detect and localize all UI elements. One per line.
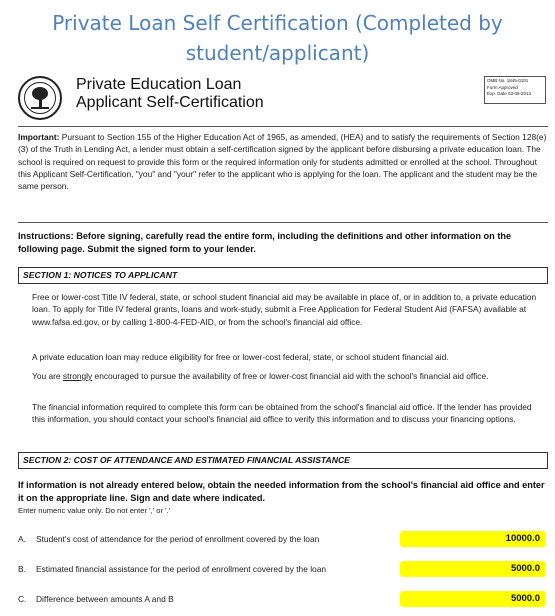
form-title-line2: Applicant Self-Certification bbox=[76, 94, 264, 111]
important-divider bbox=[18, 222, 548, 223]
form-title bbox=[76, 76, 376, 112]
row-label: Estimated financial assistance for the period of enrollment covered by the loan bbox=[36, 564, 327, 574]
numeric-entry-note: Enter numeric value only. Do not enter ',' or '.' bbox=[18, 506, 171, 515]
slide-title: Private Loan Self Certification (Completed by student/applicant) bbox=[52, 11, 503, 65]
row-label: Student's cost of attendance for the period of enrollment covered by the loan bbox=[36, 534, 320, 544]
omb-expiration: Exp. Date 03-08-2013 bbox=[487, 91, 532, 96]
row-letter: B. bbox=[18, 564, 26, 574]
instructions: Instructions: Before signing, carefully read the entire form, including the definitions and other information on the following page. Submit the signed form to your lender. bbox=[18, 231, 512, 254]
important-text: Pursuant to Section 155 of the Higher Education Act of 1965, as amended, (HEA) and to satisfy the requirements of Section 128(e)(3) of the Truth in Lending Act, a lender must obtain a self-certification signed by the applicant before disbursing a private education loan. The school is required on request to provide this form or the required information only for students admitted or enrolled at the school. Throughout this Applicant Self-Certification, "you" and "your" refer to the applicant who is applying for the loan. The applicant and the student may be the same person. bbox=[18, 132, 547, 192]
section2-instruction: If information is not already entered below, obtain the needed information from the school's financial aid office and enter it on the appropriate line. Sign and date where indicated. bbox=[18, 480, 545, 503]
notice-paragraph-4: The financial information required to complete this form can be obtained from the school's financial aid office. If the lender has provided this information, you should contact your school's financial aid office to verify this information and to discuss your financing options. bbox=[32, 402, 532, 425]
section1-header: SECTION 1: NOTICES TO APPLICANT bbox=[18, 267, 548, 284]
notice-paragraph-2: A private education loan may reduce eligibility for free or lower-cost federal, state, or school student financial aid. bbox=[32, 352, 449, 362]
notice-paragraph-1: Free or lower-cost Title IV federal, state, or school student financial aid may be available in place of, or in addition to, a private education loan. To apply for Title IV federal grants, loans and work-study, submit a Free Application for Federal Student Aid (FAFSA) available at www.fafsa.ed.gov, or by calling 1-800-4-FED-AID, or from the school's financial aid office. bbox=[32, 292, 537, 327]
form-title-line1: Private Education Loan bbox=[76, 76, 242, 93]
header-divider bbox=[18, 126, 548, 127]
estimated-assistance-field[interactable]: 5000.0 bbox=[400, 561, 546, 577]
cost-of-attendance-field[interactable]: 10000.0 bbox=[400, 531, 546, 547]
department-seal-icon bbox=[18, 76, 62, 120]
omb-box bbox=[484, 76, 546, 104]
row-label: Difference between amounts A and B bbox=[36, 594, 174, 604]
row-letter: A. bbox=[18, 534, 26, 544]
section2-header: SECTION 2: COST OF ATTENDANCE AND ESTIMATED FINANCIAL ASSISTANCE bbox=[18, 452, 548, 469]
omb-approved: Form Approved bbox=[487, 84, 518, 90]
row-letter: C. bbox=[18, 594, 27, 604]
strongly-emphasis: strongly bbox=[62, 371, 93, 381]
notice-paragraph-3: You are strongly encouraged to pursue the availability of free or lower-cost financial aid with the school's financial aid office. bbox=[32, 371, 489, 381]
important-label: Important: bbox=[18, 132, 60, 142]
omb-number: OMB No. 1845-0101 bbox=[487, 78, 529, 83]
important-notice bbox=[18, 131, 548, 192]
difference-field[interactable]: 5000.0 bbox=[400, 591, 546, 607]
form-header bbox=[18, 76, 548, 122]
